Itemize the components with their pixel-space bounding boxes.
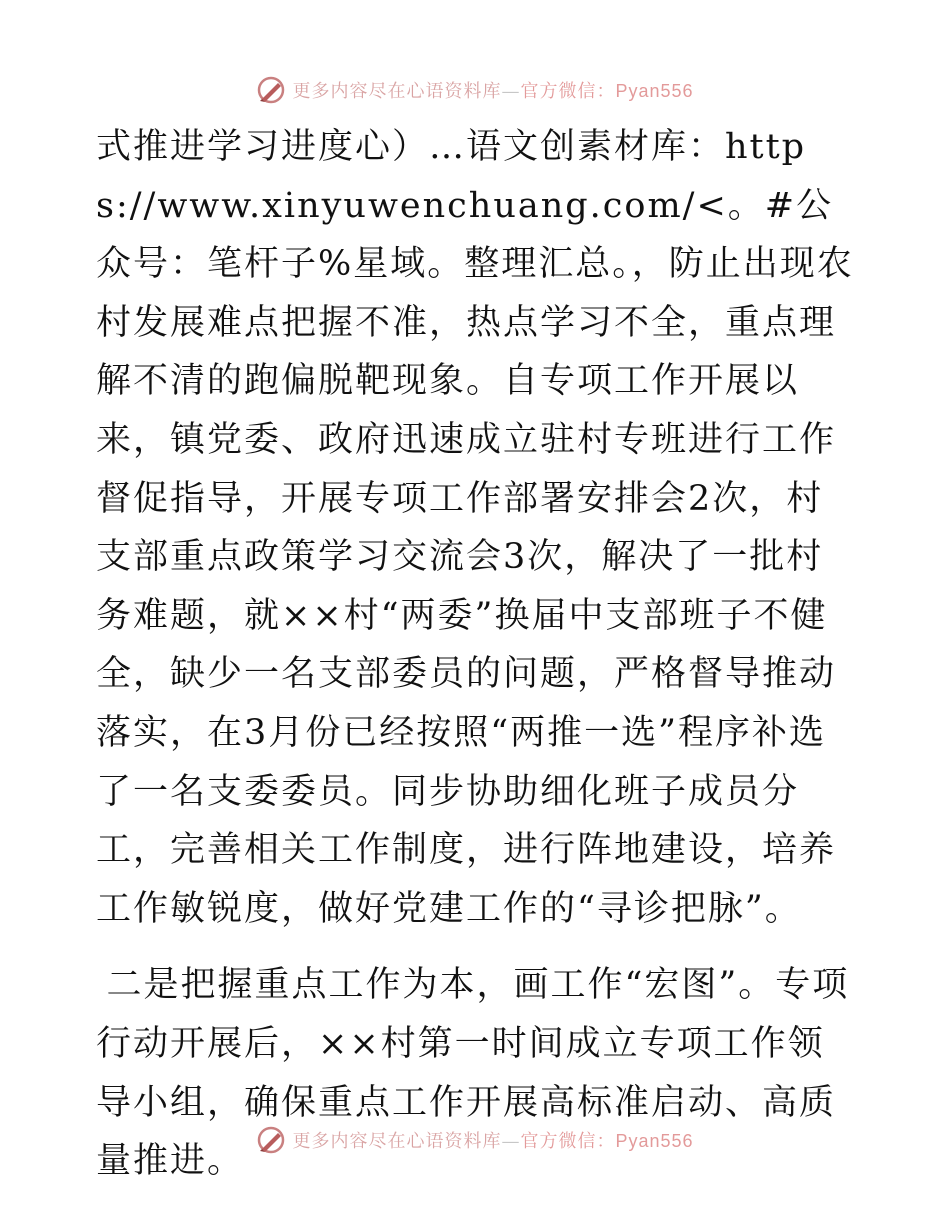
watermark-banner-footer [256, 1125, 693, 1155]
paragraph-2: 二是把握重点工作为本，画工作“宏图”。专项行动开展后，××村第一时间成立专项工作领导小组，确保重点工作开展高标准启动、高质量推进。 [96, 965, 850, 1182]
watermark-text: 更多内容尽在心语资料库 [292, 1131, 502, 1152]
watermark-text: 更多内容尽在心语资料库 [292, 81, 502, 102]
paragraph-1: 式推进学习进度心）…语文创素材库：https://www.xinyuwenchuang.com/<。#公众号：笔杆子%星域。整理汇总。，防止出现农村发展难点把握不准，热点学习不全，重点理解不清的跑偏脱靶现象。自专项工作开展以来，镇党委、政府迅速成立驻村专班进行工作督促指导，开展专项工作部署安排会2次，村支部重点政策学习交流会3次，解决了一批村务难题，就××村“两委”换届中支部班子不健全，缺少一名支部委员的问题，严格督导推动落实，在3月份已经按照“两推一选”程序补选了一名支委委员。同步协助细化班子成员分工，完善相关工作制度，进行阵地建设，培养工作敏锐度，做好党建工作的“寻诊把脉”。 [96, 127, 854, 929]
pen-logo-icon [256, 1125, 286, 1155]
page-header-watermark [0, 70, 950, 110]
watermark-wechat: 官方微信：Pyan556 [520, 81, 694, 101]
watermark-wechat: 官方微信：Pyan556 [520, 1131, 694, 1151]
page-footer-watermark [0, 1120, 950, 1160]
watermark-separator: — [501, 81, 521, 102]
watermark-separator: — [501, 1131, 521, 1152]
pen-logo-icon [256, 75, 286, 105]
document-body [96, 118, 856, 1191]
watermark-banner [256, 75, 693, 105]
